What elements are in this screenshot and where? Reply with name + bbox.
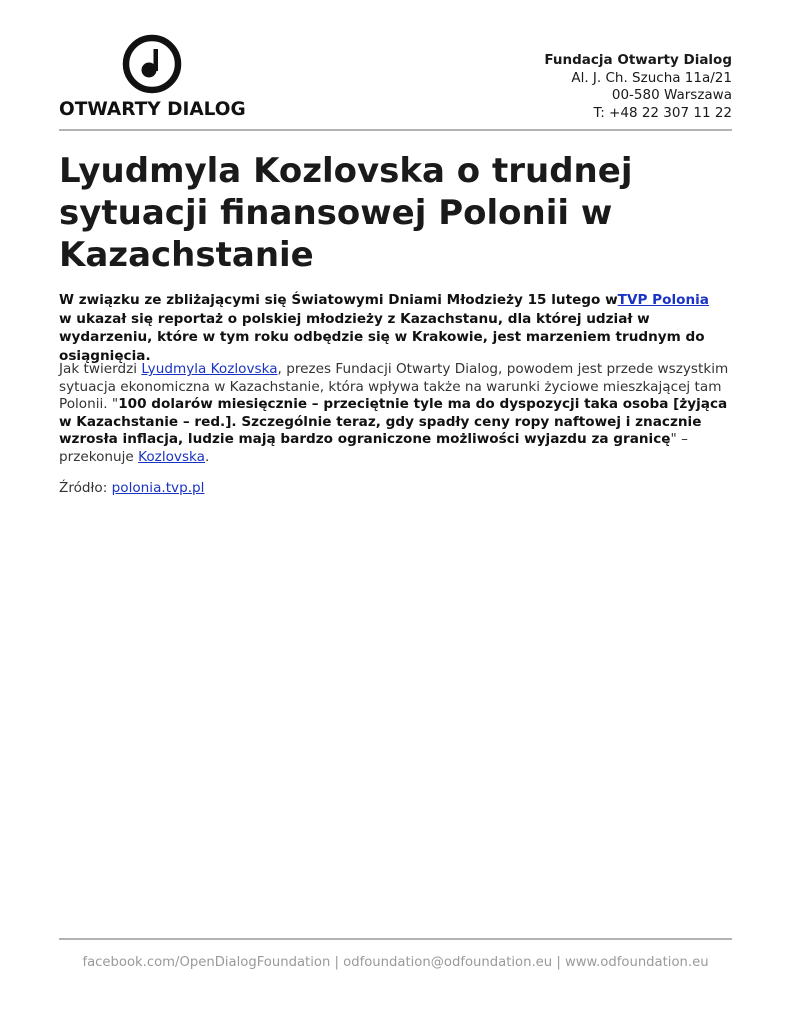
phone-number: T: +48 22 307 11 22 bbox=[593, 104, 732, 121]
body-text-1: Jak twierdzi bbox=[59, 361, 142, 377]
lead-text-end: w ukazał się reportaż o polskiej młodzieży z Kazachstanu, dla której udział w wydarzeniu, które w tym roku odbędzie się w Krakowie, jest marzeniem trudnym do osiągnięcia. bbox=[59, 310, 705, 364]
header-divider bbox=[59, 129, 732, 131]
kozlovska-link[interactable]: Kozlovska bbox=[138, 448, 205, 465]
article-source bbox=[59, 480, 459, 498]
kozlovska-full-name-link[interactable]: Lyudmyla Kozlovska bbox=[141, 361, 278, 377]
footer-contact: facebook.com/OpenDialogFoundation | odfoundation@odfoundation.eu | www.odfoundation.eu bbox=[82, 955, 709, 970]
organization-name: Fundacja Otwarty Dialog bbox=[544, 52, 732, 68]
logo bbox=[59, 34, 249, 124]
body-text-2: , prezes Fundacji Otwarty Dialog, powodem jest przede wszystkim sytuacja ekonomiczna w Kazachstanie, która wpływa także na warunki życiowe mieszkającej tam Polonii. " bbox=[59, 361, 729, 412]
article-title: Lyudmyla Kozlovska o trudnej sytuacji finansowej Polonii w Kazachstanie bbox=[59, 151, 633, 275]
body-text-3: " – przekonuje bbox=[59, 431, 688, 465]
source-link[interactable]: polonia.tvp.pl bbox=[111, 480, 205, 496]
article-body bbox=[59, 361, 731, 466]
organization-contact bbox=[402, 52, 732, 122]
address-line-1: Al. J. Ch. Szucha 11a/21 bbox=[571, 69, 732, 86]
tvp-polonia-link[interactable]: TVP Polonia bbox=[617, 292, 709, 308]
address-line-2: 00-580 Warszawa bbox=[611, 87, 732, 103]
logo-text: OTWARTY DIALOG bbox=[59, 99, 246, 120]
footer-divider bbox=[59, 938, 732, 940]
body-text-4: . bbox=[205, 448, 210, 465]
lead-text-start: W związku ze zbliżającymi się Światowymi Dniami Młodzieży 15 lutego w bbox=[59, 292, 618, 308]
body-quote: 100 dolarów miesięcznie – przeciętnie tyle ma do dyspozycji taka osoba [żyjąca w Kazachstanie – red.]. Szczególnie teraz, gdy spadły ceny ropy naftowej i znacznie wzrosła inflacja, ludzie mają bardzo ograniczone możliwości wyjazdu za granicę bbox=[59, 396, 728, 447]
source-label: Źródło: bbox=[59, 480, 112, 496]
logo-icon bbox=[122, 34, 182, 94]
article-lead bbox=[59, 291, 731, 365]
